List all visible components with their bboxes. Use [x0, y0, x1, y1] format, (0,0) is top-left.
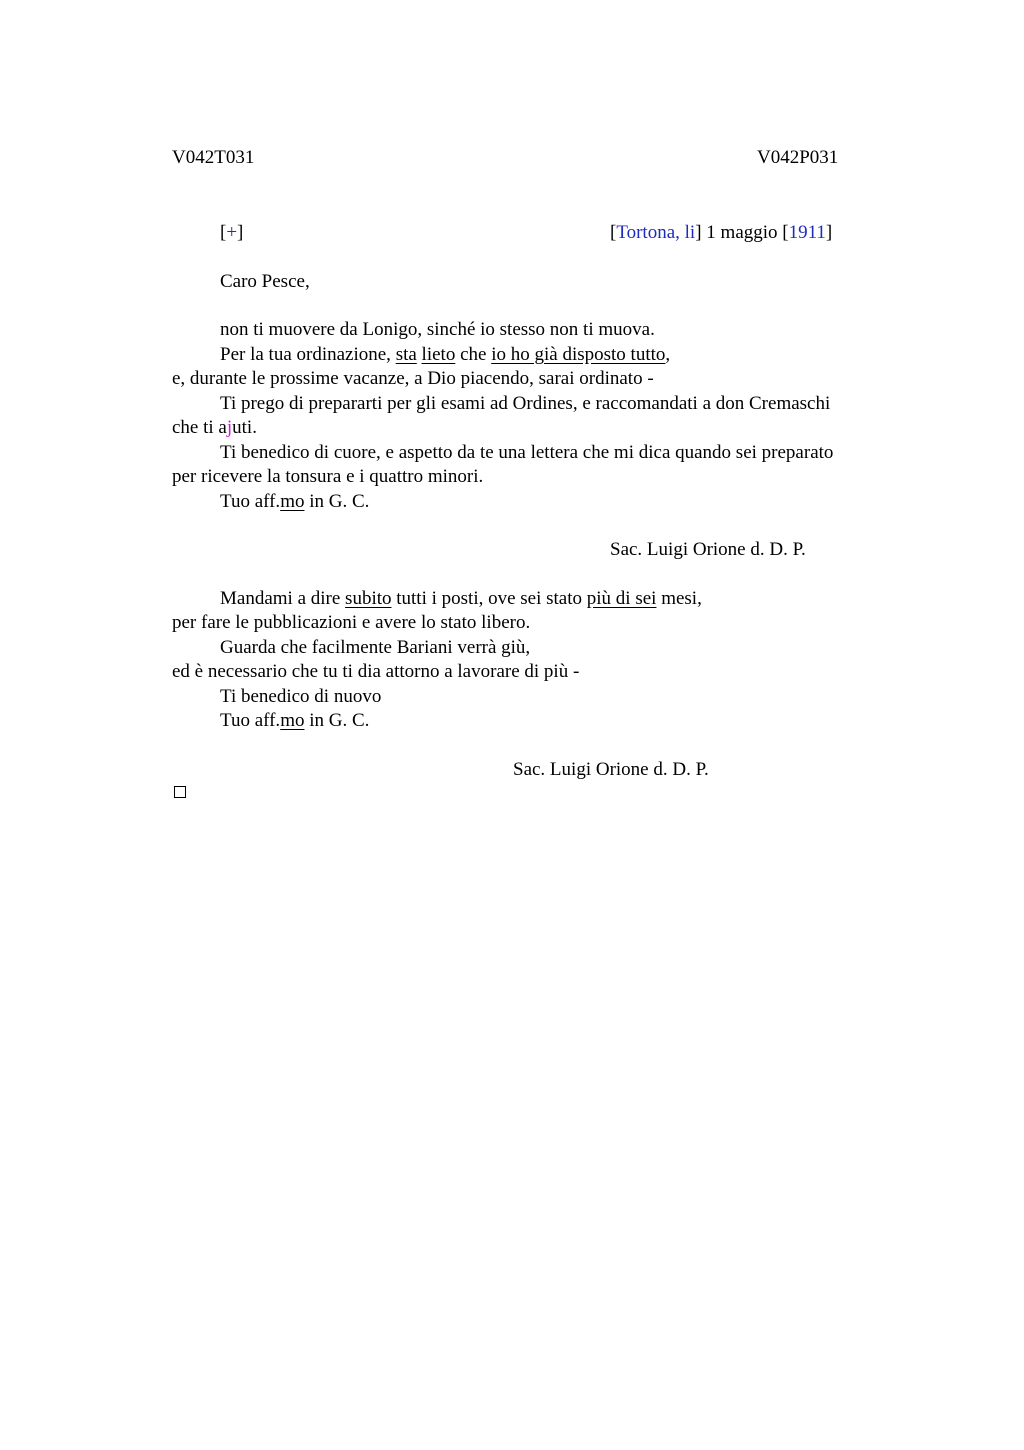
postscript-closing: Tuo aff.mo in G. C. [220, 710, 370, 731]
letter-line: che ti ajuti. [172, 417, 257, 438]
letter-line: e, durante le prossime vacanze, a Dio piacendo, sarai ordinato - [172, 368, 654, 389]
letter-line: Ti prego di prepararti per gli esami ad Ordines, e raccomandati a don Cremaschi [220, 393, 831, 414]
postscript-line: ed è necessario che tu ti dia attorno a lavorare di più - [172, 661, 580, 682]
letter-line: Ti benedico di cuore, e aspetto da te una lettera che mi dica quando sei preparato [220, 442, 834, 463]
cross-mark: [+] [220, 222, 244, 243]
signature: Sac. Luigi Orione d. D. P. [610, 539, 806, 560]
postscript-line: Ti benedico di nuovo [220, 686, 382, 707]
editorial-correction: j [226, 417, 233, 438]
date-text: 1 maggio [701, 222, 783, 243]
letter-line: non ti muovere da Lonigo, sinché io stesso non ti muova. [220, 319, 655, 340]
letter-line: per ricevere la tonsura e i quattro minori. [172, 466, 484, 487]
postscript-line: per fare le pubblicazioni e avere lo stato libero. [172, 612, 531, 633]
place-date-line: [Tortona, li] 1 maggio [1911] [610, 222, 833, 243]
letter-line: Per la tua ordinazione, sta lieto che io ho già disposto tutto, [220, 344, 671, 365]
postscript-line: Mandami a dire subito tutti i posti, ove sei stato più di sei mesi, [220, 588, 702, 609]
salutation: Caro Pesce, [220, 271, 310, 292]
year: 1911 [788, 222, 826, 243]
closing: Tuo aff.mo in G. C. [220, 491, 370, 512]
end-marker-box [174, 786, 186, 798]
postscript-signature: Sac. Luigi Orione d. D. P. [513, 759, 709, 780]
place-name: Tortona, li [616, 222, 696, 243]
postscript-line: Guarda che facilmente Bariani verrà giù, [220, 637, 531, 658]
document-code-right: V042P031 [757, 147, 839, 168]
document-code-left: V042T031 [172, 147, 255, 168]
